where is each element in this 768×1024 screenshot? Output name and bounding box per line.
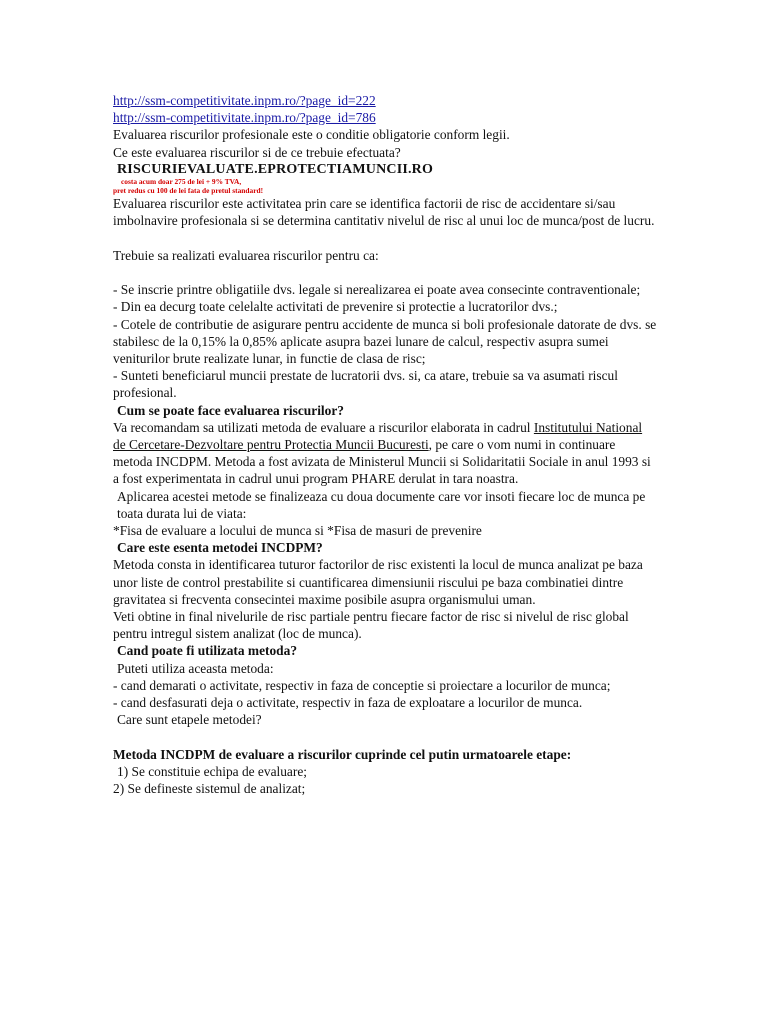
link-page-222[interactable]: http://ssm-competitivitate.inpm.ro/?page_id=222 bbox=[113, 93, 376, 108]
when-item: - cand desfasurati deja o activitate, respectiv in faza de exploatare a locurilor de munca. bbox=[113, 695, 583, 711]
how-text: Va recomandam sa utilizati metoda de evaluare a riscurilor elaborata in cadrul bbox=[113, 419, 534, 435]
stage-item: 2) Se defineste sistemul de analizat; bbox=[113, 781, 306, 797]
link-page-786[interactable]: http://ssm-competitivitate.inpm.ro/?page_id=786 bbox=[113, 110, 376, 126]
reason-item: - Din ea decurg toate celelalte activitati de prevenire si protectie a lucratorilor dvs.; bbox=[113, 299, 558, 315]
ad-promo bbox=[113, 178, 658, 195]
stages-question: Care sunt etapele metodei? bbox=[117, 712, 262, 728]
stage-item: 1) Se constituie echipa de evaluare; bbox=[117, 763, 307, 779]
institute-name: Institutului National de Cercetare-Dezvoltare pentru Protectia Muncii Bucuresti bbox=[113, 419, 643, 453]
document-body bbox=[113, 92, 658, 797]
heading-stages: Metoda INCDPM de evaluare a riscurilor cuprinde cel putin urmatoarele etape: bbox=[113, 746, 572, 762]
heading-when: Cand poate fi utilizata metoda? bbox=[117, 643, 298, 659]
application-paragraph: Aplicarea acestei metode se finalizeaza cu doua documente care vor insoti fiecare loc de munca pe toata durata lui de viata: bbox=[117, 488, 646, 521]
spacer bbox=[113, 728, 658, 745]
promo-price: costa acum doar 275 de lei + 9% TVA, bbox=[121, 177, 242, 187]
result-paragraph: Veti obtine in final nivelurile de risc partiale pentru fiecare factor de risc si nivelul de risc global pentru intregul sistem analizat (loc de munca). bbox=[113, 609, 629, 642]
heading-how: Cum se poate face evaluarea riscurilor? bbox=[117, 402, 344, 418]
reason-item: - Se inscrie printre obligatiile dvs. legale si nerealizarea ei poate avea consecinte contraventionale; bbox=[113, 282, 641, 298]
when-intro: Puteti utiliza aceasta metoda: bbox=[117, 660, 274, 676]
when-item: - cand demarati o activitate, respectiv in faza de conceptie si proiectare a locurilor de munca; bbox=[113, 677, 611, 693]
reason-item: - Sunteti beneficiarul muncii prestate de lucratorii dvs. si, ca atare, trebuie sa va asumati riscul profesional. bbox=[113, 368, 618, 401]
how-paragraph bbox=[113, 419, 658, 488]
definition-paragraph: Evaluarea riscurilor este activitatea prin care se identifica factorii de risc de accidentare si/sau imbolnavire profesionala si se determina cantitativ nivelul de risc al unui loc de munca/post de lucru. bbox=[113, 196, 655, 229]
ad-title: RISCURIEVALUATE.EPROTECTIAMUNCII.RO bbox=[117, 161, 434, 177]
why-intro: Trebuie sa realizati evaluarea riscurilor pentru ca: bbox=[113, 247, 379, 263]
intro-line: Evaluarea riscurilor profesionale este o conditie obligatorie conform legii. bbox=[113, 127, 510, 143]
essence-paragraph: Metoda consta in identificarea tuturor factorilor de risc existenti la locul de munca analizat pe baza unor liste de control prestabilite si cuantificarea dimensiunii riscului pe baza combinatiei dintre gravitatea si frecventa consecintei maxime posibile asupra organismului uman. bbox=[113, 557, 643, 607]
how-text-cont: , pe care o vom numi in continuare metoda INCDPM. Metoda a fost avizata de Ministerul Muncii si Solidaritatii Sociale in anul 1993 si a fost experimentata in cadrul unui program PHARE derulat in tara noastra. bbox=[113, 437, 651, 487]
intro-question: Ce este evaluarea riscurilor si de ce trebuie efectuata? bbox=[113, 144, 401, 160]
reason-item: - Cotele de contributie de asigurare pentru accidente de munca si boli profesionale datorate de dvs. se stabilesc de la 0,15% la 0,85% aplicate asupra bazei lunare de calcul, respectiv asupra sumei veniturilor brute realizate lunar, in functie de clasa de risc; bbox=[113, 316, 657, 366]
documents-line: *Fisa de evaluare a locului de munca si *Fisa de masuri de prevenire bbox=[113, 523, 482, 539]
heading-essence: Care este esenta metodei INCDPM? bbox=[117, 540, 323, 556]
promo-discount: pret redus cu 100 de lei fata de pretul standard! bbox=[113, 185, 264, 195]
spacer bbox=[113, 264, 658, 281]
spacer bbox=[113, 230, 658, 247]
